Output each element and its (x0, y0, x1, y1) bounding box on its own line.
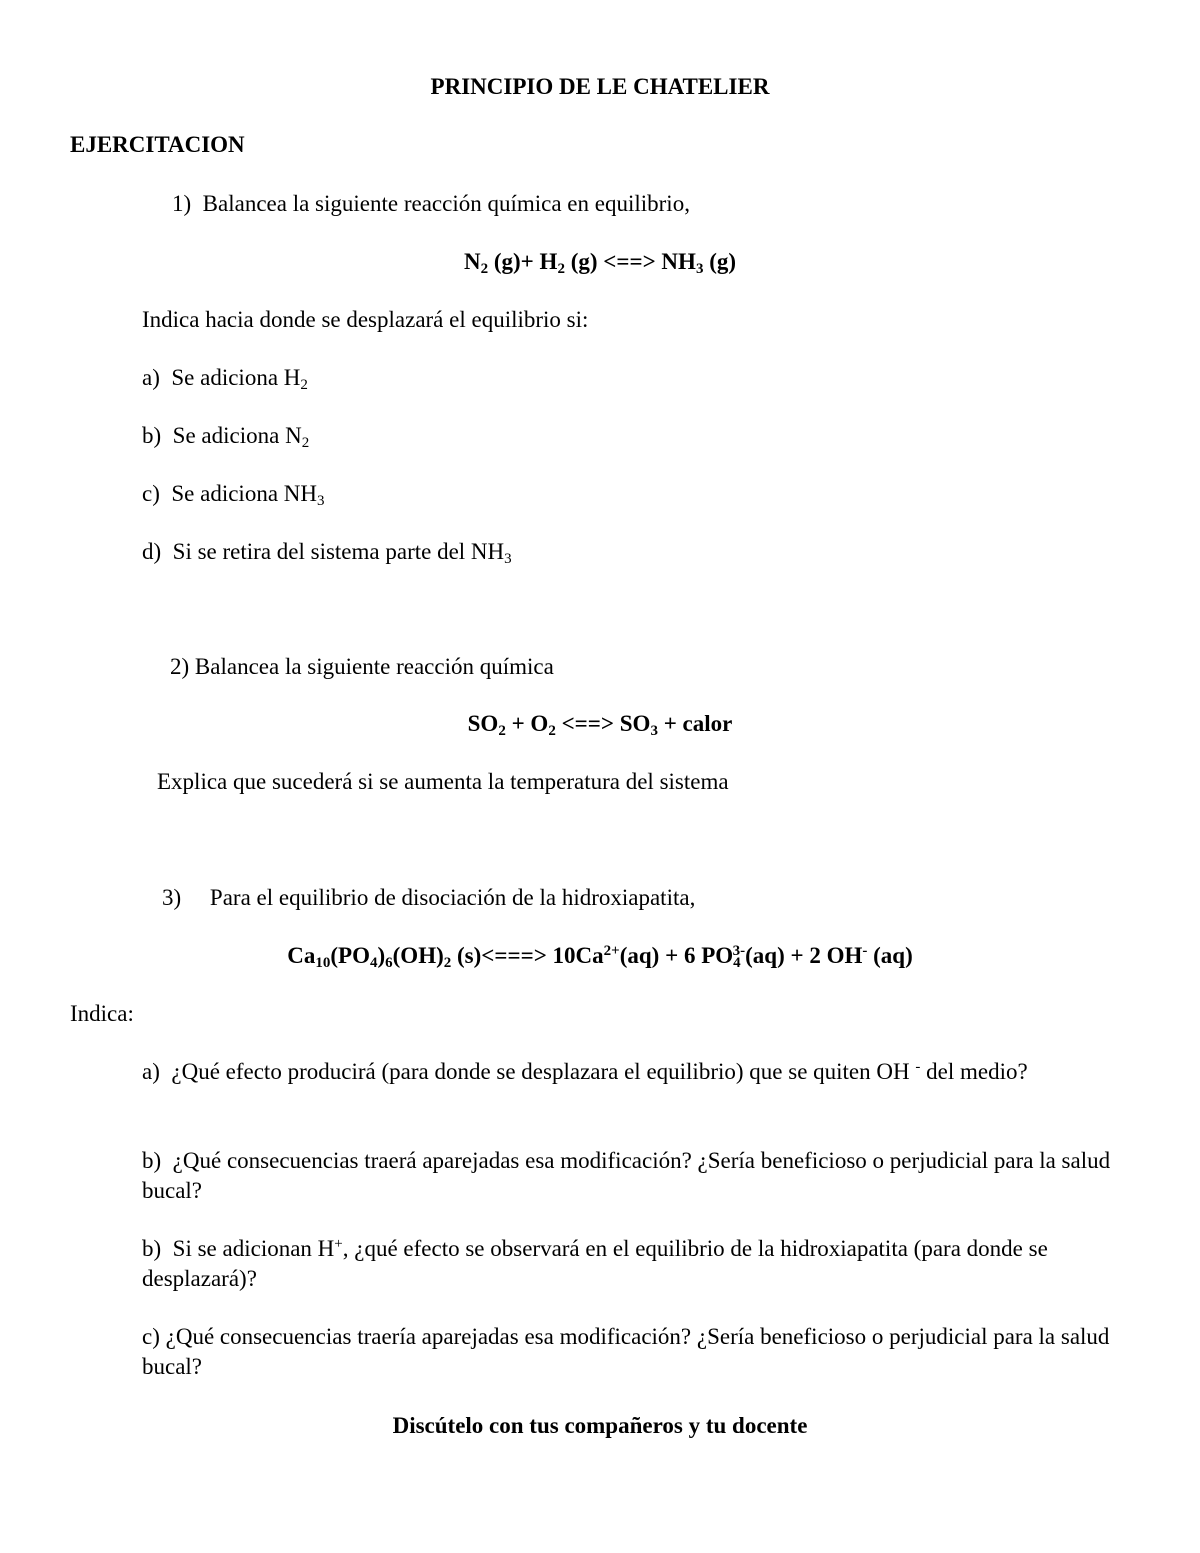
closing-note: Discútelo con tus compañeros y tu docente (392, 1413, 808, 1438)
list-item: b) Se adiciona $N_2$ (142, 423, 310, 451)
question-3 (162, 883, 695, 913)
question-2 (170, 652, 554, 682)
question-1 (172, 189, 690, 219)
section-heading: EJERCITACION (70, 132, 245, 157)
list-item: d) Si se retira del sistema parte del $NH_3$ (142, 539, 512, 567)
question-3-prompt: Indica: (70, 1001, 134, 1026)
equation-3: $Ca_{10}(PO_4)_6(OH)_2$ $(s)<===> 10Ca^{2+}(aq) + 6$ $PO_4^{3-}(aq) + 2$ OH- (aq) (287, 943, 913, 971)
list-item: b) Si se adicionan H+, ¿qué efecto se observará en el equilibrio de la hidroxiapatita (para donde se desplazará)? (142, 1236, 1048, 1291)
equation-1: $N_2$ $(g)+ H_2$ (g) <==> $NH_3$ (g) (463, 249, 737, 277)
question-1-prompt: Indica hacia donde se desplazará el equilibrio si: (142, 307, 589, 332)
list-item: a) Se adiciona $H_2$ (142, 365, 308, 393)
question-text: Balancea la siguiente reacción química (194, 654, 554, 679)
question-2-prompt: Explica que sucederá si se aumenta la temperatura del sistema (157, 769, 729, 794)
list-item: c) ¿Qué consecuencias traería aparejadas esa modificación? ¿Sería beneficioso o perjudicial para la salud bucal? (142, 1324, 1110, 1379)
question-number: 2) (170, 654, 190, 679)
list-item: c) Se adiciona $NH_3$ (142, 481, 325, 509)
list-item: b) ¿Qué consecuencias traerá aparejadas esa modificación? ¿Sería beneficioso o perjudicial para la salud bucal? (142, 1148, 1111, 1203)
page-title: PRINCIPIO DE LE CHATELIER (430, 74, 770, 99)
question-number: 1) (172, 191, 192, 216)
equation-2: $SO_2 + O_2$ <==> $SO_3$ + calor (467, 711, 733, 739)
question-text: Para el equilibrio de disociación de la hidroxiapatita, (209, 885, 696, 910)
question-number: 3) (162, 885, 182, 910)
question-text: Balancea la siguiente reacción química en equilibrio, (202, 191, 690, 216)
list-item: a) ¿Qué efecto producirá (para donde se desplazara el equilibrio) que se quiten OH - del medio? (142, 1059, 1028, 1084)
